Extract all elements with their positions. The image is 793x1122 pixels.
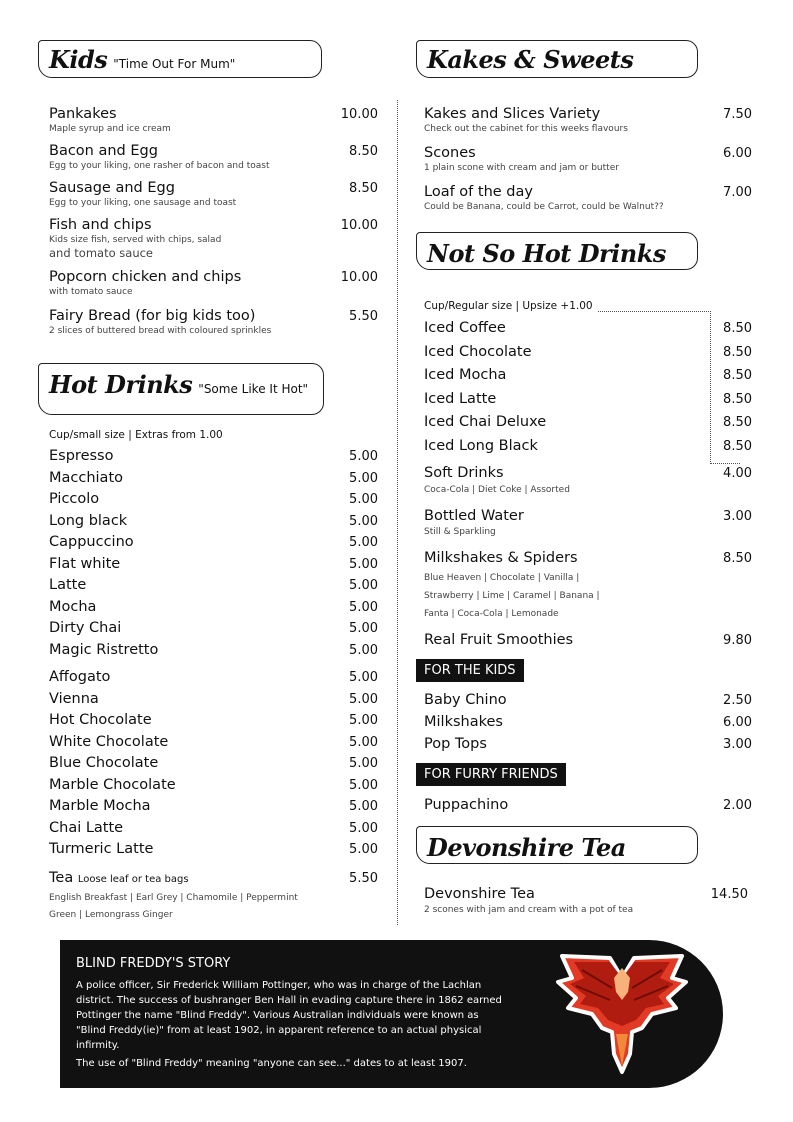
kids-item-desc: Egg to your liking, one sausage and toast	[49, 198, 237, 208]
hot-drink-name: White Chocolate	[49, 733, 169, 750]
iced-drink-name: Iced Mocha	[424, 367, 507, 383]
tea-extra: Loose leaf or tea bags	[77, 874, 189, 885]
shakes-line-2: Strawberry | Lime | Caramel | Banana |	[424, 591, 600, 601]
hot-drink-price: 5.00	[349, 599, 378, 615]
hot-drink-name: Macchiato	[49, 469, 124, 486]
iced-drink-price: 8.50	[723, 415, 752, 430]
shakes-price: 8.50	[723, 551, 752, 566]
hot-drink-price: 5.00	[349, 820, 378, 836]
kids-subtitle: "Time Out For Mum"	[113, 57, 236, 71]
kakes-item-desc: Check out the cabinet for this weeks flavours	[424, 124, 628, 134]
phoenix-logo	[552, 948, 692, 1078]
kids-item-desc: Kids size fish, served with chips, salad	[49, 235, 222, 245]
smoothies-price: 9.80	[723, 633, 752, 648]
kids-item-name: Fish and chips	[49, 217, 152, 233]
kakes-item-name: Loaf of the day	[424, 184, 533, 200]
kids-drink-name: Milkshakes	[424, 714, 503, 730]
hot-drink-name: Dirty Chai	[49, 620, 122, 636]
hot-drink-name: Piccolo	[49, 491, 100, 507]
iced-drink-name: Iced Latte	[424, 390, 497, 407]
kakes-item-name: Kakes and Slices Variety	[424, 106, 601, 122]
kids-drink-price: 3.00	[723, 737, 752, 752]
puppachino-name: Puppachino	[424, 797, 509, 813]
hot-drink-price: 5.00	[349, 799, 378, 814]
hot-drink-price: 5.00	[349, 777, 378, 793]
iced-drink-price: 8.50	[723, 438, 752, 454]
devonshire-header	[416, 826, 698, 864]
kids-item-name: Popcorn chicken and chips	[49, 269, 242, 285]
hot-drink-name: Long black	[49, 512, 128, 529]
shakes-line-1: Blue Heaven | Chocolate | Vanilla |	[424, 573, 580, 583]
hot-drink-price: 5.00	[349, 756, 378, 771]
kids-item-name: Sausage and Egg	[49, 180, 175, 196]
kids-item-desc: with tomato sauce	[49, 287, 133, 297]
iced-drink-price: 8.50	[723, 321, 752, 336]
kakes-item-desc: Could be Banana, could be Carrot, could be Walnut??	[424, 202, 664, 212]
iced-bracket-end	[710, 463, 740, 464]
iced-drink-name: Iced Coffee	[424, 320, 506, 336]
cold-drinks-note: Cup/Regular size | Upsize +1.00	[424, 300, 593, 312]
shakes-line-3: Fanta | Coca-Cola | Lemonade	[424, 609, 559, 619]
tea-price: 5.50	[349, 871, 378, 886]
hot-drink-name: Marble Chocolate	[49, 776, 176, 793]
cold-drinks-header	[416, 232, 698, 270]
iced-drink-price: 8.50	[723, 344, 752, 360]
kakes-item-price: 7.50	[723, 107, 752, 122]
kids-item-name: Pankakes	[49, 106, 117, 122]
soft-drinks-desc: Coca-Cola | Diet Coke | Assorted	[424, 485, 570, 495]
hot-drinks-subtitle: "Some Like It Hot"	[198, 382, 309, 396]
kids-item-desc: Maple syrup and ice cream	[49, 124, 171, 134]
shakes-name: Milkshakes & Spiders	[424, 550, 578, 566]
story-footnote: The use of "Blind Freddy" meaning "anyone can see..." dates to at least 1907.	[76, 1058, 467, 1069]
tea-item	[49, 869, 189, 889]
kids-item-name: Bacon and Egg	[49, 143, 158, 159]
kids-drink-price: 2.50	[723, 693, 752, 708]
kakes-item-price: 7.00	[723, 185, 752, 200]
kids-drink-name: Baby Chino	[424, 692, 507, 708]
hot-drink-price: 5.00	[349, 470, 378, 486]
kids-item-name: Fairy Bread (for big kids too)	[49, 308, 256, 324]
hot-drink-name: Magic Ristretto	[49, 641, 159, 658]
hot-drink-name: Flat white	[49, 555, 121, 572]
hot-drinks-header	[38, 363, 324, 415]
hot-drink-name: Espresso	[49, 448, 114, 464]
hot-drink-name: Turmeric Latte	[49, 841, 154, 857]
hot-drink-price: 5.00	[349, 670, 378, 685]
kids-item-desc: 2 slices of buttered bread with coloured sprinkles	[49, 326, 272, 336]
hot-drink-price: 5.00	[349, 734, 378, 750]
kids-item-desc-2: and tomato sauce	[49, 246, 154, 260]
kids-header	[38, 40, 322, 78]
hot-drink-price: 5.00	[349, 556, 378, 572]
hot-drink-price: 5.00	[349, 535, 378, 550]
kakes-item-price: 6.00	[723, 146, 752, 161]
column-divider	[397, 100, 398, 925]
smoothies-name: Real Fruit Smoothies	[424, 632, 574, 648]
devonshire-desc: 2 scones with jam and cream with a pot of tea	[424, 905, 634, 915]
water-name: Bottled Water	[424, 508, 524, 524]
kids-item-price: 10.00	[340, 270, 378, 285]
hot-drink-name: Hot Chocolate	[49, 712, 152, 728]
tea-desc-2: Green | Lemongrass Ginger	[49, 910, 173, 920]
hot-drink-name: Affogato	[49, 669, 111, 685]
hot-drink-name: Cappuccino	[49, 534, 134, 550]
hot-drink-price: 5.00	[349, 842, 378, 857]
story-title: BLIND FREDDY'S STORY	[76, 956, 231, 971]
furry-friends-label: FOR FURRY FRIENDS	[416, 763, 566, 786]
kids-item-price: 5.50	[349, 309, 378, 324]
devonshire-title: Devonshire Tea	[427, 833, 626, 862]
puppachino-price: 2.00	[723, 798, 752, 813]
hot-drink-name: Chai Latte	[49, 819, 124, 836]
kids-drink-name: Pop Tops	[424, 736, 487, 752]
devonshire-name: Devonshire Tea	[424, 886, 535, 902]
tea-desc: English Breakfast | Earl Grey | Chamomile | Peppermint	[49, 893, 298, 903]
kids-item-price: 8.50	[349, 144, 378, 159]
hot-drink-price: 5.00	[349, 621, 378, 636]
hot-drink-price: 5.00	[349, 642, 378, 658]
kakes-header	[416, 40, 698, 78]
hot-drink-name: Mocha	[49, 598, 97, 615]
soft-drinks-price: 4.00	[723, 466, 752, 481]
kakes-item-name: Scones	[424, 145, 476, 161]
water-desc: Still & Sparkling	[424, 527, 496, 537]
hot-drink-price: 5.00	[349, 691, 378, 707]
hot-drink-price: 5.00	[349, 578, 378, 593]
hot-drink-price: 5.00	[349, 449, 378, 464]
hot-drink-name: Vienna	[49, 690, 99, 707]
kakes-title: Kakes & Sweets	[427, 45, 634, 74]
tea-name: Tea	[49, 870, 74, 886]
iced-drink-price: 8.50	[723, 391, 752, 407]
story-body: A police officer, Sir Frederick William Pottinger, who was in charge of the Lachlan district. The success of bushranger Ben Hall in evading capture there in 1862 earned Pottinger the name "Blind Freddy". Various Australian individuals were known as "Blind Freddy(ie)" from at least 1902, in apparent reference to an actual physical infirmity.	[76, 980, 502, 1051]
iced-drink-name: Iced Chai Deluxe	[424, 414, 547, 430]
hot-drinks-title: Hot Drinks	[49, 370, 193, 399]
hot-drink-name: Latte	[49, 577, 87, 593]
hot-drink-price: 5.00	[349, 713, 378, 728]
kids-item-price: 8.50	[349, 181, 378, 196]
iced-drink-price: 8.50	[723, 368, 752, 383]
kids-item-desc: Egg to your liking, one rasher of bacon and toast	[49, 161, 270, 171]
hot-drink-name: Blue Chocolate	[49, 755, 159, 771]
hot-drink-price: 5.00	[349, 513, 378, 529]
iced-drink-name: Iced Chocolate	[424, 343, 532, 360]
soft-drinks-name: Soft Drinks	[424, 465, 504, 481]
water-price: 3.00	[723, 509, 752, 524]
hot-drinks-note: Cup/small size | Extras from 1.00	[49, 429, 223, 441]
kakes-item-desc: 1 plain scone with cream and jam or butter	[424, 163, 619, 173]
hot-drink-price: 5.00	[349, 492, 378, 507]
cold-drinks-title: Not So Hot Drinks	[427, 239, 666, 268]
hot-drink-name: Marble Mocha	[49, 798, 151, 814]
kids-item-price: 10.00	[340, 107, 378, 122]
devonshire-price: 14.50	[710, 887, 748, 902]
for-the-kids-label: FOR THE KIDS	[416, 659, 524, 682]
kids-item-price: 10.00	[340, 218, 378, 233]
kids-title: Kids	[49, 45, 108, 74]
kids-drink-price: 6.00	[723, 715, 752, 730]
iced-drink-name: Iced Long Black	[424, 437, 538, 454]
